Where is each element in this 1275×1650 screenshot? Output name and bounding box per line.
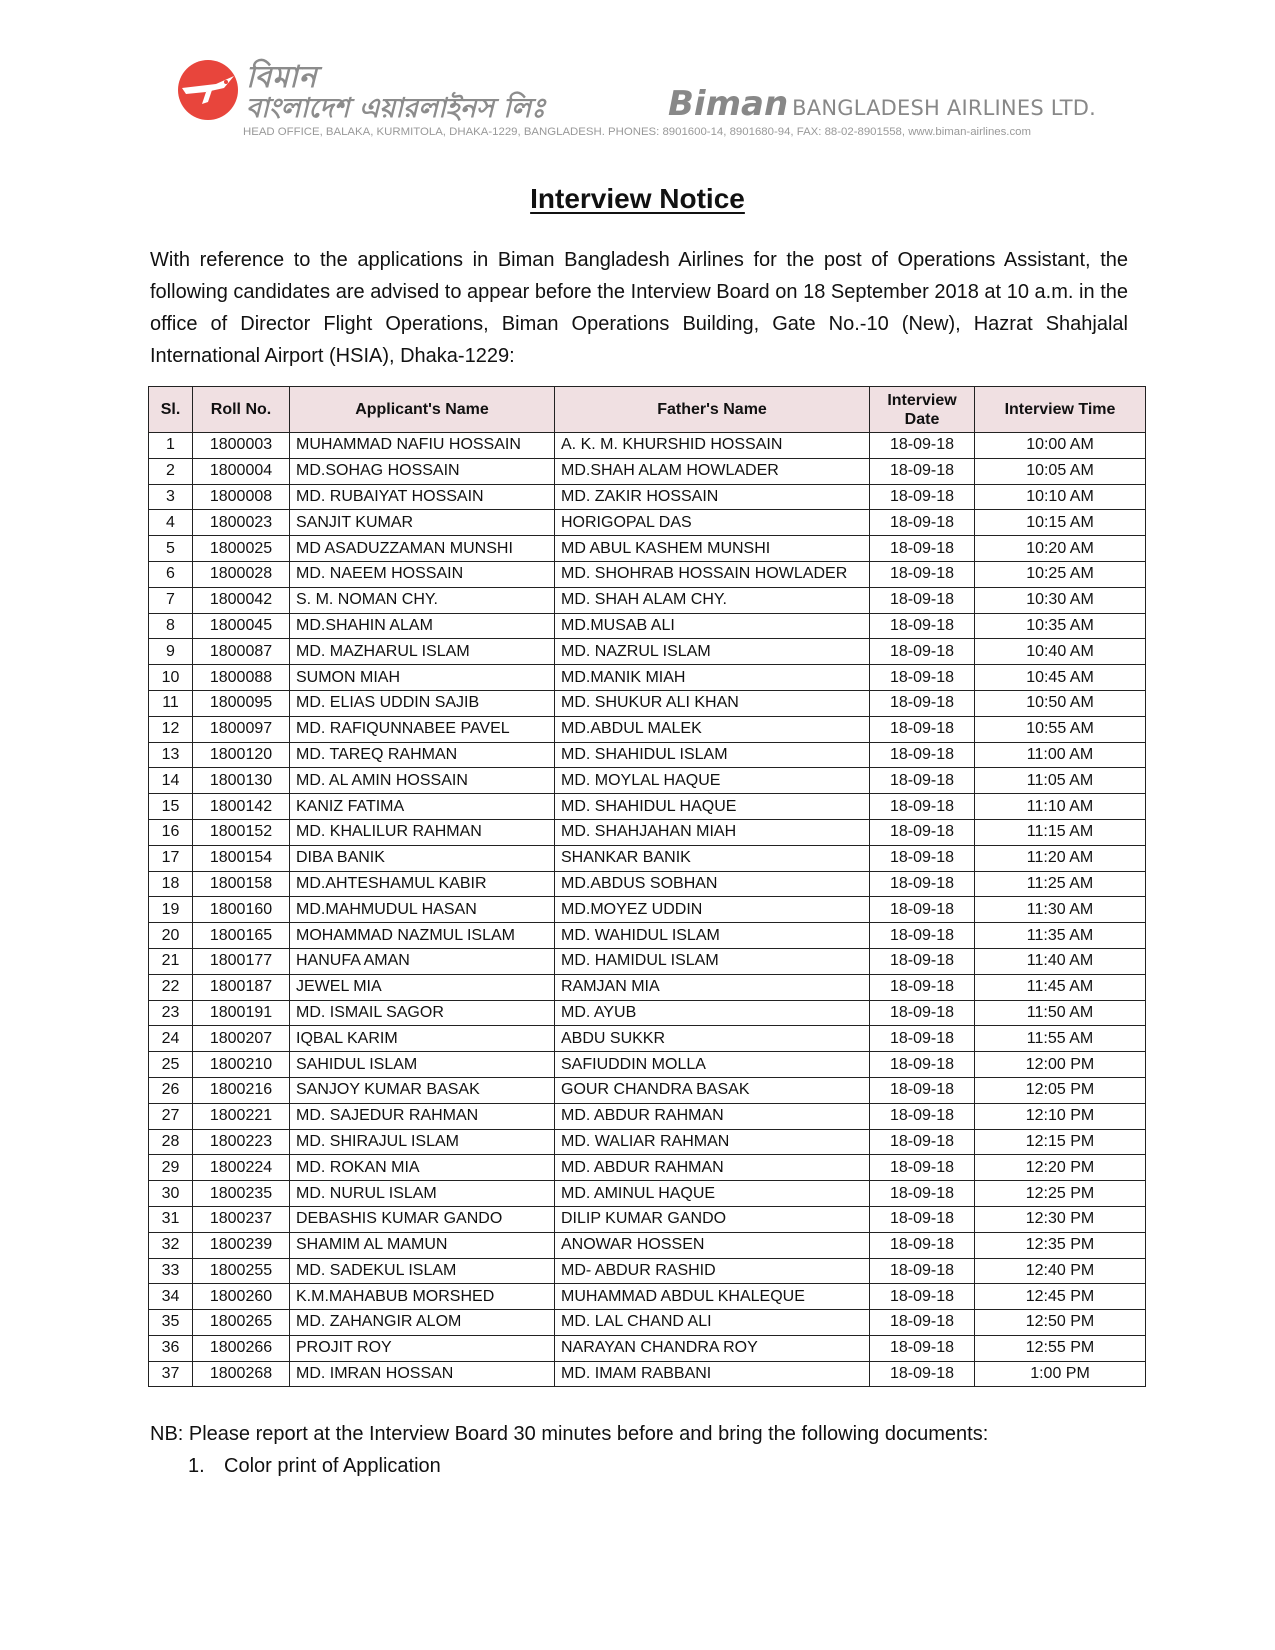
cell-father: MD. NAZRUL ISLAM — [555, 639, 870, 665]
cell-date: 18-09-18 — [870, 1077, 975, 1103]
cell-roll: 1800097 — [193, 716, 290, 742]
brand-name — [668, 86, 1096, 128]
cell-father: MD. WAHIDUL ISLAM — [555, 923, 870, 949]
cell-sl: 26 — [149, 1077, 193, 1103]
cell-father: MD. SHAH ALAM CHY. — [555, 587, 870, 613]
cell-roll: 1800221 — [193, 1103, 290, 1129]
cell-applicant: MD.SHAHIN ALAM — [290, 613, 555, 639]
cell-roll: 1800216 — [193, 1077, 290, 1103]
cell-time: 10:00 AM — [975, 433, 1146, 459]
col-header-sl: Sl. — [149, 387, 193, 433]
table-row — [149, 819, 1146, 845]
cell-sl: 31 — [149, 1206, 193, 1232]
cell-father: MD. IMAM RABBANI — [555, 1361, 870, 1387]
table-row — [149, 510, 1146, 536]
cell-roll: 1800265 — [193, 1310, 290, 1336]
cell-applicant: MD. KHALILUR RAHMAN — [290, 819, 555, 845]
cell-roll: 1800268 — [193, 1361, 290, 1387]
cell-roll: 1800158 — [193, 871, 290, 897]
cell-time: 10:50 AM — [975, 690, 1146, 716]
table-row — [149, 716, 1146, 742]
cell-time: 12:50 PM — [975, 1310, 1146, 1336]
cell-sl: 9 — [149, 639, 193, 665]
cell-applicant: SANJOY KUMAR BASAK — [290, 1077, 555, 1103]
cell-time: 10:15 AM — [975, 510, 1146, 536]
cell-time: 10:30 AM — [975, 587, 1146, 613]
cell-sl: 23 — [149, 1000, 193, 1026]
cell-date: 18-09-18 — [870, 897, 975, 923]
cell-sl: 3 — [149, 484, 193, 510]
cell-roll: 1800191 — [193, 1000, 290, 1026]
cell-applicant: MD. MAZHARUL ISLAM — [290, 639, 555, 665]
cell-father: MD.ABDUL MALEK — [555, 716, 870, 742]
cell-date: 18-09-18 — [870, 1284, 975, 1310]
cell-applicant: MOHAMMAD NAZMUL ISLAM — [290, 923, 555, 949]
cell-date: 18-09-18 — [870, 1026, 975, 1052]
col-header-roll: Roll No. — [193, 387, 290, 433]
table-row — [149, 1103, 1146, 1129]
cell-sl: 32 — [149, 1232, 193, 1258]
cell-father: MD. MOYLAL HAQUE — [555, 768, 870, 794]
cell-father: ANOWAR HOSSEN — [555, 1232, 870, 1258]
cell-date: 18-09-18 — [870, 510, 975, 536]
cell-applicant: DIBA BANIK — [290, 845, 555, 871]
cell-father: MD. AYUB — [555, 1000, 870, 1026]
cell-roll: 1800152 — [193, 819, 290, 845]
cell-time: 11:35 AM — [975, 923, 1146, 949]
cell-sl: 18 — [149, 871, 193, 897]
list-number: 1. — [188, 1455, 205, 1477]
cell-date: 18-09-18 — [870, 587, 975, 613]
cell-time: 11:25 AM — [975, 871, 1146, 897]
cell-time: 10:10 AM — [975, 484, 1146, 510]
table-row — [149, 871, 1146, 897]
cell-time: 11:20 AM — [975, 845, 1146, 871]
cell-date: 18-09-18 — [870, 819, 975, 845]
cell-applicant: MD. TAREQ RAHMAN — [290, 742, 555, 768]
table-row — [149, 433, 1146, 459]
cell-sl: 11 — [149, 690, 193, 716]
cell-father: GOUR CHANDRA BASAK — [555, 1077, 870, 1103]
cell-time: 11:40 AM — [975, 948, 1146, 974]
cell-applicant: MD. ROKAN MIA — [290, 1155, 555, 1181]
cell-sl: 24 — [149, 1026, 193, 1052]
cell-sl: 10 — [149, 665, 193, 691]
cell-time: 12:55 PM — [975, 1335, 1146, 1361]
table-row — [149, 1206, 1146, 1232]
cell-applicant: SANJIT KUMAR — [290, 510, 555, 536]
col-header-date: Interview Date — [870, 387, 975, 433]
cell-sl: 19 — [149, 897, 193, 923]
cell-roll: 1800187 — [193, 974, 290, 1000]
cell-father: HORIGOPAL DAS — [555, 510, 870, 536]
cell-father: MD.SHAH ALAM HOWLADER — [555, 458, 870, 484]
cell-applicant: IQBAL KARIM — [290, 1026, 555, 1052]
cell-sl: 36 — [149, 1335, 193, 1361]
cell-applicant: JEWEL MIA — [290, 974, 555, 1000]
nb-note: NB: Please report at the Interview Board 30 minutes before and bring the following documents: — [150, 1423, 989, 1445]
cell-roll: 1800004 — [193, 458, 290, 484]
biman-stork-logo-icon — [176, 58, 240, 122]
page-title: Interview Notice — [530, 183, 745, 214]
cell-father: MD.MANIK MIAH — [555, 665, 870, 691]
table-row — [149, 923, 1146, 949]
cell-father: MD. AMINUL HAQUE — [555, 1181, 870, 1207]
cell-time: 12:15 PM — [975, 1129, 1146, 1155]
cell-applicant: MD. ISMAIL SAGOR — [290, 1000, 555, 1026]
cell-sl: 33 — [149, 1258, 193, 1284]
cell-date: 18-09-18 — [870, 1103, 975, 1129]
table-row — [149, 1361, 1146, 1387]
table-row — [149, 1284, 1146, 1310]
cell-time: 12:45 PM — [975, 1284, 1146, 1310]
table-body — [149, 433, 1146, 1387]
cell-applicant: MD ASADUZZAMAN MUNSHI — [290, 536, 555, 562]
cell-sl: 13 — [149, 742, 193, 768]
cell-date: 18-09-18 — [870, 1129, 975, 1155]
brand-suffix: BANGLADESH AIRLINES LTD. — [792, 96, 1097, 120]
cell-roll: 1800025 — [193, 536, 290, 562]
brand-biman: Biman — [668, 84, 789, 124]
table-row — [149, 561, 1146, 587]
cell-sl: 4 — [149, 510, 193, 536]
bangla-name-line2: বাংলাদেশ এয়ারলাইনস লিঃ — [246, 93, 546, 124]
cell-roll: 1800095 — [193, 690, 290, 716]
cell-applicant: MD. ELIAS UDDIN SAJIB — [290, 690, 555, 716]
cell-applicant: MD. RAFIQUNNABEE PAVEL — [290, 716, 555, 742]
cell-applicant: SHAMIM AL MAMUN — [290, 1232, 555, 1258]
table-row — [149, 484, 1146, 510]
cell-time: 12:40 PM — [975, 1258, 1146, 1284]
cell-father: ABDU SUKKR — [555, 1026, 870, 1052]
cell-roll: 1800224 — [193, 1155, 290, 1181]
cell-applicant: MD. ZAHANGIR ALOM — [290, 1310, 555, 1336]
table-row — [149, 665, 1146, 691]
cell-time: 11:10 AM — [975, 794, 1146, 820]
cell-date: 18-09-18 — [870, 665, 975, 691]
cell-sl: 7 — [149, 587, 193, 613]
cell-father: MD- ABDUR RASHID — [555, 1258, 870, 1284]
cell-applicant: MD. IMRAN HOSSAN — [290, 1361, 555, 1387]
cell-roll: 1800142 — [193, 794, 290, 820]
table-row — [149, 536, 1146, 562]
table-row — [149, 974, 1146, 1000]
cell-time: 10:45 AM — [975, 665, 1146, 691]
col-header-father: Father's Name — [555, 387, 870, 433]
cell-roll: 1800177 — [193, 948, 290, 974]
table-row — [149, 458, 1146, 484]
cell-applicant: MD.MAHMUDUL HASAN — [290, 897, 555, 923]
col-header-applicant: Applicant's Name — [290, 387, 555, 433]
cell-father: MD. SHAHIDUL HAQUE — [555, 794, 870, 820]
cell-time: 12:30 PM — [975, 1206, 1146, 1232]
cell-sl: 8 — [149, 613, 193, 639]
cell-date: 18-09-18 — [870, 768, 975, 794]
list-text: Color print of Application — [224, 1455, 441, 1477]
cell-father: SHANKAR BANIK — [555, 845, 870, 871]
head-office-address: HEAD OFFICE, BALAKA, KURMITOLA, DHAKA-1229, BANGLADESH. PHONES: 8901600-14, 8901680-94, FAX: 88-02-8901558, www.biman-airlines.com — [243, 126, 1031, 138]
table-row — [149, 742, 1146, 768]
cell-time: 11:50 AM — [975, 1000, 1146, 1026]
cell-time: 12:10 PM — [975, 1103, 1146, 1129]
table-row — [149, 845, 1146, 871]
cell-date: 18-09-18 — [870, 871, 975, 897]
cell-father: SAFIUDDIN MOLLA — [555, 1052, 870, 1078]
cell-roll: 1800008 — [193, 484, 290, 510]
cell-date: 18-09-18 — [870, 1052, 975, 1078]
cell-father: MD ABUL KASHEM MUNSHI — [555, 536, 870, 562]
cell-roll: 1800120 — [193, 742, 290, 768]
cell-date: 18-09-18 — [870, 458, 975, 484]
cell-applicant: MD. NAEEM HOSSAIN — [290, 561, 555, 587]
cell-time: 10:05 AM — [975, 458, 1146, 484]
cell-sl: 20 — [149, 923, 193, 949]
table-row — [149, 1026, 1146, 1052]
table-row — [149, 1181, 1146, 1207]
cell-roll: 1800088 — [193, 665, 290, 691]
cell-father: NARAYAN CHANDRA ROY — [555, 1335, 870, 1361]
cell-date: 18-09-18 — [870, 1310, 975, 1336]
cell-time: 11:45 AM — [975, 974, 1146, 1000]
cell-father: MD. LAL CHAND ALI — [555, 1310, 870, 1336]
bangla-name-line1: বিমান — [246, 60, 318, 95]
cell-sl: 2 — [149, 458, 193, 484]
cell-date: 18-09-18 — [870, 613, 975, 639]
cell-date: 18-09-18 — [870, 948, 975, 974]
table-header-row — [149, 387, 1146, 433]
cell-time: 12:00 PM — [975, 1052, 1146, 1078]
cell-sl: 29 — [149, 1155, 193, 1181]
cell-sl: 16 — [149, 819, 193, 845]
cell-sl: 15 — [149, 794, 193, 820]
cell-sl: 21 — [149, 948, 193, 974]
cell-applicant: K.M.MAHABUB MORSHED — [290, 1284, 555, 1310]
cell-time: 10:40 AM — [975, 639, 1146, 665]
cell-applicant: PROJIT ROY — [290, 1335, 555, 1361]
cell-date: 18-09-18 — [870, 794, 975, 820]
table-row — [149, 1310, 1146, 1336]
cell-father: A. K. M. KHURSHID HOSSAIN — [555, 433, 870, 459]
cell-roll: 1800045 — [193, 613, 290, 639]
cell-applicant: MD. NURUL ISLAM — [290, 1181, 555, 1207]
cell-sl: 35 — [149, 1310, 193, 1336]
cell-date: 18-09-18 — [870, 1335, 975, 1361]
cell-time: 10:20 AM — [975, 536, 1146, 562]
table-row — [149, 897, 1146, 923]
cell-sl: 5 — [149, 536, 193, 562]
cell-date: 18-09-18 — [870, 1000, 975, 1026]
cell-father: MD. SHUKUR ALI KHAN — [555, 690, 870, 716]
cell-applicant: KANIZ FATIMA — [290, 794, 555, 820]
cell-date: 18-09-18 — [870, 716, 975, 742]
cell-time: 10:25 AM — [975, 561, 1146, 587]
cell-sl: 27 — [149, 1103, 193, 1129]
cell-date: 18-09-18 — [870, 923, 975, 949]
cell-time: 12:05 PM — [975, 1077, 1146, 1103]
cell-roll: 1800223 — [193, 1129, 290, 1155]
cell-time: 11:30 AM — [975, 897, 1146, 923]
cell-father: MD. HAMIDUL ISLAM — [555, 948, 870, 974]
table-row — [149, 1000, 1146, 1026]
cell-roll: 1800165 — [193, 923, 290, 949]
cell-sl: 12 — [149, 716, 193, 742]
cell-applicant: SUMON MIAH — [290, 665, 555, 691]
cell-date: 18-09-18 — [870, 639, 975, 665]
cell-sl: 1 — [149, 433, 193, 459]
cell-roll: 1800239 — [193, 1232, 290, 1258]
table-row — [149, 1129, 1146, 1155]
cell-time: 11:15 AM — [975, 819, 1146, 845]
cell-time: 1:00 PM — [975, 1361, 1146, 1387]
cell-time: 11:00 AM — [975, 742, 1146, 768]
cell-father: MD. ZAKIR HOSSAIN — [555, 484, 870, 510]
cell-roll: 1800207 — [193, 1026, 290, 1052]
table-row — [149, 639, 1146, 665]
cell-father: MD. SHOHRAB HOSSAIN HOWLADER — [555, 561, 870, 587]
cell-sl: 22 — [149, 974, 193, 1000]
table-row — [149, 948, 1146, 974]
cell-applicant: MD. AL AMIN HOSSAIN — [290, 768, 555, 794]
intro-paragraph: With reference to the applications in Biman Bangladesh Airlines for the post of Operations Assistant, the following candidates are advised to appear before the Interview Board on 18 September 2018 at 10 a.m. in the office of Director Flight Operations, Biman Operations Building, Gate No.-10 (New), Hazrat Shahjalal International Airport (HSIA), Dhaka-1229: — [150, 249, 1128, 367]
letterhead — [0, 0, 1275, 150]
cell-time: 12:20 PM — [975, 1155, 1146, 1181]
cell-father: MUHAMMAD ABDUL KHALEQUE — [555, 1284, 870, 1310]
cell-sl: 34 — [149, 1284, 193, 1310]
cell-applicant: MD. RUBAIYAT HOSSAIN — [290, 484, 555, 510]
cell-father: RAMJAN MIA — [555, 974, 870, 1000]
cell-roll: 1800235 — [193, 1181, 290, 1207]
cell-roll: 1800237 — [193, 1206, 290, 1232]
cell-applicant: SAHIDUL ISLAM — [290, 1052, 555, 1078]
cell-applicant: MD. SADEKUL ISLAM — [290, 1258, 555, 1284]
document-list — [188, 1455, 441, 1478]
cell-date: 18-09-18 — [870, 845, 975, 871]
table-row — [149, 794, 1146, 820]
cell-applicant: MUHAMMAD NAFIU HOSSAIN — [290, 433, 555, 459]
cell-roll: 1800042 — [193, 587, 290, 613]
table-row — [149, 1258, 1146, 1284]
cell-time: 11:55 AM — [975, 1026, 1146, 1052]
cell-roll: 1800210 — [193, 1052, 290, 1078]
cell-date: 18-09-18 — [870, 1181, 975, 1207]
cell-father: MD. ABDUR RAHMAN — [555, 1155, 870, 1181]
table-row — [149, 690, 1146, 716]
cell-roll: 1800266 — [193, 1335, 290, 1361]
cell-applicant: DEBASHIS KUMAR GANDO — [290, 1206, 555, 1232]
cell-roll: 1800023 — [193, 510, 290, 536]
cell-sl: 6 — [149, 561, 193, 587]
cell-applicant: S. M. NOMAN CHY. — [290, 587, 555, 613]
cell-applicant: MD.SOHAG HOSSAIN — [290, 458, 555, 484]
cell-father: MD.MOYEZ UDDIN — [555, 897, 870, 923]
cell-applicant: MD.AHTESHAMUL KABIR — [290, 871, 555, 897]
table-row — [149, 1155, 1146, 1181]
cell-roll: 1800087 — [193, 639, 290, 665]
cell-roll: 1800028 — [193, 561, 290, 587]
cell-sl: 17 — [149, 845, 193, 871]
cell-time: 10:35 AM — [975, 613, 1146, 639]
cell-date: 18-09-18 — [870, 1258, 975, 1284]
cell-roll: 1800130 — [193, 768, 290, 794]
cell-father: MD.MUSAB ALI — [555, 613, 870, 639]
cell-sl: 37 — [149, 1361, 193, 1387]
table-row — [149, 613, 1146, 639]
cell-father: DILIP KUMAR GANDO — [555, 1206, 870, 1232]
cell-father: MD. WALIAR RAHMAN — [555, 1129, 870, 1155]
table-row — [149, 1232, 1146, 1258]
cell-roll: 1800003 — [193, 433, 290, 459]
table-row — [149, 587, 1146, 613]
cell-time: 11:05 AM — [975, 768, 1146, 794]
table-row — [149, 768, 1146, 794]
table-row — [149, 1335, 1146, 1361]
cell-father: MD. SHAHIDUL ISLAM — [555, 742, 870, 768]
cell-sl: 28 — [149, 1129, 193, 1155]
cell-date: 18-09-18 — [870, 536, 975, 562]
cell-date: 18-09-18 — [870, 561, 975, 587]
cell-applicant: MD. SHIRAJUL ISLAM — [290, 1129, 555, 1155]
candidate-table — [148, 386, 1146, 1387]
table-row — [149, 1077, 1146, 1103]
table-row — [149, 1052, 1146, 1078]
cell-date: 18-09-18 — [870, 1155, 975, 1181]
cell-father: MD. ABDUR RAHMAN — [555, 1103, 870, 1129]
cell-roll: 1800255 — [193, 1258, 290, 1284]
cell-father: MD. SHAHJAHAN MIAH — [555, 819, 870, 845]
cell-date: 18-09-18 — [870, 974, 975, 1000]
cell-date: 18-09-18 — [870, 742, 975, 768]
cell-time: 10:55 AM — [975, 716, 1146, 742]
cell-roll: 1800154 — [193, 845, 290, 871]
cell-father: MD.ABDUS SOBHAN — [555, 871, 870, 897]
cell-date: 18-09-18 — [870, 484, 975, 510]
list-item — [188, 1455, 441, 1478]
cell-date: 18-09-18 — [870, 433, 975, 459]
cell-date: 18-09-18 — [870, 690, 975, 716]
cell-date: 18-09-18 — [870, 1232, 975, 1258]
cell-applicant: MD. SAJEDUR RAHMAN — [290, 1103, 555, 1129]
cell-date: 18-09-18 — [870, 1361, 975, 1387]
cell-date: 18-09-18 — [870, 1206, 975, 1232]
cell-sl: 14 — [149, 768, 193, 794]
cell-time: 12:25 PM — [975, 1181, 1146, 1207]
cell-roll: 1800260 — [193, 1284, 290, 1310]
cell-sl: 30 — [149, 1181, 193, 1207]
cell-roll: 1800160 — [193, 897, 290, 923]
cell-time: 12:35 PM — [975, 1232, 1146, 1258]
cell-sl: 25 — [149, 1052, 193, 1078]
col-header-time: Interview Time — [975, 387, 1146, 433]
cell-applicant: HANUFA AMAN — [290, 948, 555, 974]
